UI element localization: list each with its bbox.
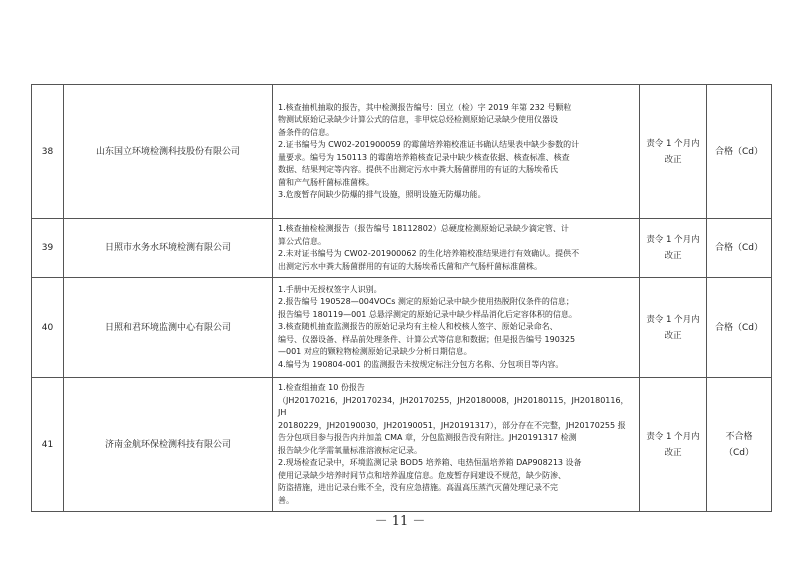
issue-line: 1.手册中无授权签字人识别。 [278, 284, 382, 294]
issue-line: 量要求。编号为 150113 的霉菌培养箱核查记录中缺少核查依据、核查标准、核查 [278, 152, 570, 162]
issue-line: —001 对应的颗粒物检测原始记录缺少分析日期信息。 [278, 347, 472, 357]
issue-line: 防盗措施，进出记录台账不全，没有应急措施。高温高压蒸汽灭菌处理记录不完 [278, 483, 558, 492]
issue-line: 数据、结果判定等内容。提供不出测定污水中粪大肠菌群用的有证的大肠埃希氏 [278, 165, 558, 174]
result-badge: 合格（Cd） [707, 85, 772, 219]
issue-line: 告分包项目参与报告内并加盖 CMA 章，分包监测报告没有附注。JH20191317 检测 [278, 433, 577, 442]
issue-line: 2.报告编号 190528—004VOCs 测定的原始记录中缺少使用热脱附仪条件的信息； [278, 297, 574, 307]
issue-line: 物测试原始记录缺少计算公式的信息，非甲烷总烃检测原始记录缺少使用仪器设 [278, 115, 558, 124]
issue-description [273, 278, 640, 378]
inspection-results-table [31, 84, 772, 512]
result-line: （Cd） [724, 447, 754, 458]
issue-line: 3.危废暂存间缺少防爆的排气设施，照明设施无防爆功能。 [278, 190, 486, 199]
result-badge: 合格（Cd） [707, 278, 772, 378]
row-number: 39 [32, 219, 64, 278]
issue-line: 编号、仪器设备、样品前处理条件、计算公式等信息和数据；但是报告编号 190325 [278, 334, 576, 344]
issue-description [273, 219, 640, 278]
row-number: 38 [32, 85, 64, 219]
issue-line: 2.现场检查记录中，环境监测记录 BOD5 培养箱、电热恒温培养箱 DAP908213 设备 [278, 458, 582, 467]
issue-description [273, 85, 640, 219]
table-row [32, 219, 772, 278]
table-row [32, 378, 772, 512]
issue-line: 1.核查抽机抽取的报告，其中检测报告编号：国立（检）字 2019 年第 232 号颗粒 [278, 102, 572, 112]
row-number: 40 [32, 278, 64, 378]
table-row [32, 278, 772, 378]
issue-line: 4.编号为 190804-001 的监测报告未按规定标注分包方名称、分包项目等内容。 [278, 359, 564, 369]
company-name: 日照市水务水环境检测有限公司 [64, 219, 273, 278]
issue-line: （JH20170216，JH20170234，JH20170255，JH20180008，JH20180115，JH20180116，JH [278, 395, 629, 417]
issue-line: 2.未对证书编号为 CW02-201900062 的生化培养箱校准结果进行有效确认。提供不 [278, 249, 580, 258]
corrective-action: 责令 1 个月内改正 [640, 219, 707, 278]
corrective-action: 责令 1 个月内改正 [640, 378, 707, 512]
corrective-action: 责令 1 个月内改正 [640, 85, 707, 219]
issue-line: 算公式信息。 [278, 236, 326, 246]
issue-line: 备条件的信息。 [278, 127, 334, 137]
corrective-action: 责令 1 个月内改正 [640, 278, 707, 378]
issue-line: 使用记录缺少培养时间节点和培养温度信息。危废暂存间建设不规范，缺少防渗、 [278, 470, 566, 480]
issue-line: 善。 [278, 495, 294, 505]
issue-line: 报告缺少化学需氧量标准溶液标定记录。 [278, 445, 422, 455]
company-name: 济南金航环保检测科技有限公司 [64, 378, 273, 512]
row-number: 41 [32, 378, 64, 512]
issue-line: 出测定污水中粪大肠菌群用的有证的大肠埃希氏菌和产气肠杆菌标准菌株。 [278, 261, 542, 271]
issue-line: 20180229，JH20190030，JH20190051，JH20191317），部分存在不完整，JH20170255 报 [278, 420, 626, 430]
issue-line: 报告编号 180119—001 总悬浮测定的原始记录中缺少样品消化后定容体积的信息。 [278, 309, 577, 319]
table-row [32, 85, 772, 219]
issue-line: 1.检查组抽查 10 份报告 [278, 383, 365, 392]
issue-line: 3.核查随机抽查监测报告的原始记录均有主检人和校核人签字、原始记录命名、 [278, 322, 558, 332]
company-name: 日照和君环境监测中心有限公司 [64, 278, 273, 378]
page-number: － 11 － [374, 514, 426, 529]
result-badge: 合格（Cd） [707, 219, 772, 278]
company-name: 山东国立环境检测科技股份有限公司 [64, 85, 273, 219]
issue-line: 1.核查抽检检测报告（报告编号 18112802）总硬度检测原始记录缺少滴定管、计 [278, 224, 569, 233]
issue-description [273, 378, 640, 512]
issue-line: 2.证书编号为 CW02-201900059 的霉菌培养箱校准证书确认结果表中缺少参数的计 [278, 140, 580, 149]
result-line: 不合格 [725, 431, 753, 442]
result-badge [707, 378, 772, 512]
issue-line: 菌和产气肠杆菌标准菌株。 [278, 177, 374, 187]
